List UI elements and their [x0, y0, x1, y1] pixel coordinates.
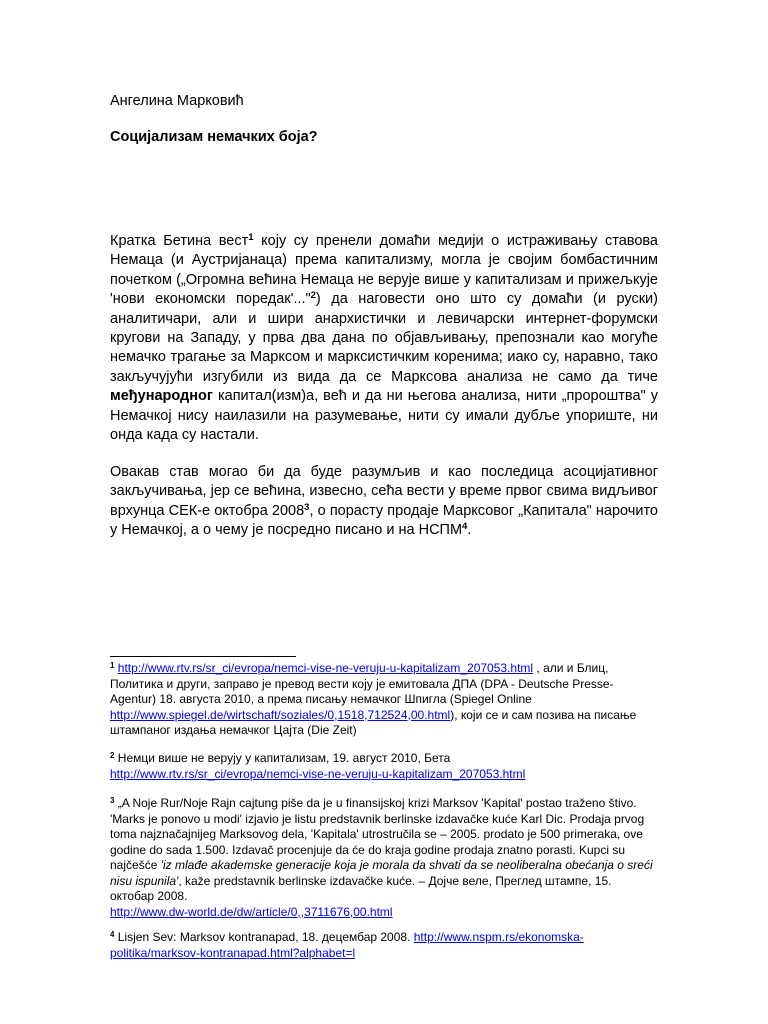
p2-text-2: , о порасту продаје Марксовог „Капитала" нарочито у Немачкој, а о чему је посредно писано и на НСПМ — [110, 502, 658, 539]
footnote-ref-4[interactable]: 4 — [462, 521, 468, 533]
footnote-ref-1[interactable]: 1 — [248, 232, 254, 243]
footnote-3-number: 3 — [110, 796, 115, 805]
footnote-1-link-spiegel[interactable]: http://www.spiegel.de/wirtschaft/soziales/0,1518,712524,00.html — [110, 707, 451, 722]
footnote-ref-2[interactable]: 2 — [310, 290, 316, 302]
footnote-2-link-rtv[interactable]: http://www.rtv.rs/sr_ci/evropa/nemci-vise-ne-veruju-u-kapitalizam_207053.html — [110, 766, 526, 781]
paragraph-2 — [110, 463, 658, 541]
p1-text-1: Кратка Бетина вест — [110, 233, 249, 249]
footnote-4 — [110, 930, 658, 961]
footnote-2-number: 2 — [110, 751, 115, 760]
footnote-2-text: Немци више не верују у капитализам, 19. август 2010, Бета — [114, 751, 451, 765]
footnote-3-text-2: , kaže predstavnik berlinske izdavačke kuće. – Дојче веле, Преглед штампе, 15. октобар 2008. — [110, 873, 612, 903]
p1-text-4: капитал(изм)а, већ и да ни његова анализа, нити „пророштва" у Немачкој нису наилазили на разумевање, нити су имали дубље упориште, ни онда када су настали. — [110, 388, 658, 444]
footnote-1-text-2: ), који се и сам позива на писање штампаног издања немачког Цајта (Die Zeit) — [110, 707, 637, 737]
p2-text-1: Овакав став могао би да буде разумљив и као последица асоцијативног закључивања, јер се већина, извесно, сећа вести у време првог свима видљивог врхунца СЕК-е октобра 2008 — [110, 464, 658, 519]
footnote-4-number: 4 — [110, 930, 115, 939]
article-title: Социјализам немачких боја? — [110, 129, 318, 145]
footnote-1 — [110, 661, 658, 739]
author-name: Ангелина Марковић — [110, 93, 244, 109]
footnote-ref-3[interactable]: 3 — [304, 501, 310, 513]
footnote-separator — [110, 656, 296, 657]
footnote-2 — [110, 751, 658, 782]
footnote-3-text-1: „A Noje Rur/Noje Rajn cajtung piše da je u finansijskoj krizi Marksov 'Kapital' postao traženo štivo. 'Marks je ponovo u modi' izjavio je listu predstavnik berlinske izdavačke kuće Karl Dic. Prodaja prvog toma najznačajnijeg Marksovog dela, 'Kapitala' utrostručila se – 2005. prodato je 500 primeraka, ove godine do sada 1.500. Izdavač procenjuje da će do kraja godine prodaja znatno porasti. Kupci su najčešće — [110, 796, 645, 872]
p1-bold-word: међународног — [110, 388, 213, 405]
p2-text-3: . — [467, 522, 472, 539]
footnote-3-italic-quote: 'iz mlađe akademske generacije koja je morala da shvati da se neoliberalna obećanja o sreći nisu ispunila' — [110, 858, 653, 888]
footnote-3 — [110, 796, 658, 920]
footnote-1-number: 1 — [110, 661, 115, 670]
p1-text-3: ) да наговести оно што су домаћи (и руски) аналитичари, али и шири анархистички и левичарски интернет-форумски кругови на Западу, у прва два дана по објављивању, препознали као могуће немачко трагање за Марксом и марксистичким коренима; иако су, наравно, тако закључујући изгубили из вида да се Марксова анализа не само да тиче — [110, 291, 658, 385]
footnote-4-text: Lisjen Sev: Marksov kontranapad, 18. децембар 2008. — [114, 930, 414, 944]
paragraph-1 — [110, 232, 658, 445]
footnote-4-link-nspm[interactable]: http://www.nspm.rs/ekonomska-politika/marksov-kontranapad.html?alphabet=l — [110, 930, 584, 960]
footnote-1-text-1: , али и Блиц, Политика и други, заправо је превод вести коју је емитовала ДПА (DPA - Deutsche Presse-Agentur) 18. августа 2010, а према писању немачког Шпигла (Spiegel Online — [110, 661, 614, 706]
footnote-3-link-dw[interactable]: http://www.dw-world.de/dw/article/0,,3711676,00.html — [110, 904, 393, 919]
p1-text-2: коју су пренели домаћи медији о истраживању ставова Немаца (и Аустријанаца) према капитализму, могла је својим бомбастичним почетком („Огромна већина Немаца не верује више у капитализам и прижељкује 'нови економски поредак'..." — [110, 233, 658, 308]
footnote-1-link-rtv[interactable]: http://www.rtv.rs/sr_ci/evropa/nemci-vise-ne-veruju-u-kapitalizam_207053.html — [117, 661, 534, 675]
